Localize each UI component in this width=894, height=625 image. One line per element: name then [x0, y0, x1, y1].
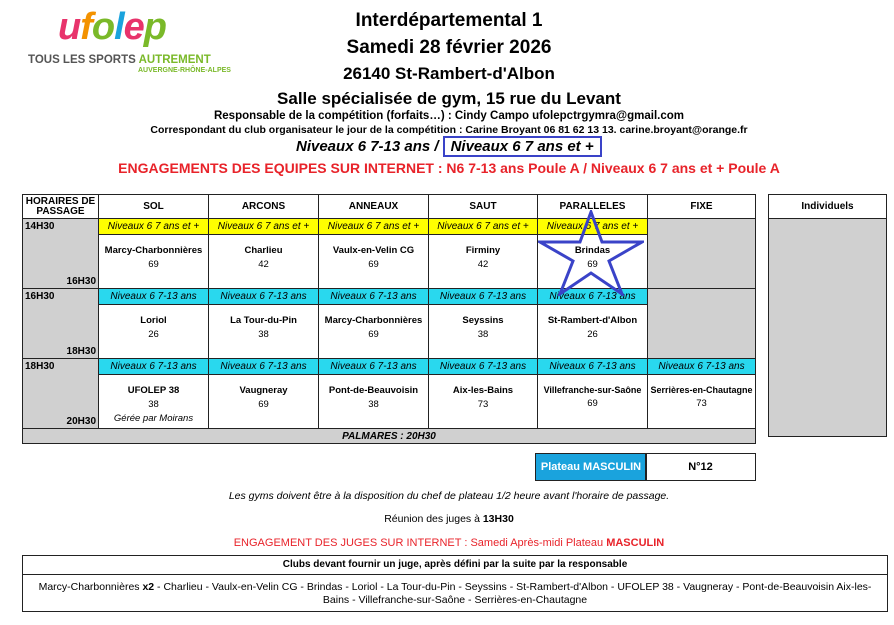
- level-label: Niveaux 6 7-13 ans: [99, 289, 209, 305]
- club-cell: Seyssins 38: [429, 305, 538, 359]
- level-label: Niveaux 6 7 ans et +: [429, 219, 538, 235]
- club-cell: Vaulx-en-Velin CG 69: [319, 235, 429, 289]
- event-city: 26140 St-Rambert-d'Albon: [343, 64, 555, 83]
- club-cell: Pont-de-Beauvoisin 38: [319, 375, 429, 429]
- clubs-judges-list: Marcy-Charbonnières x2 - Charlieu - Vaulx-en-Velin CG - Brindas - Loriol - La Tour-du-Pin - Seyssins - St-Rambert-d'Albon - UFOLEP 38 - Vaugneray - Pont-de-Beauvoisin Aix-les-Bains - Villefranche-sur-Saône - Serrières-en-Chautagne: [38, 581, 872, 606]
- clubs-judges-title: Clubs devant fournir un juge, après défini par la suite par la responsable: [23, 556, 887, 575]
- correspondant-line: Correspondant du club organisateur le jour de la compétition : Carine Broyant 06 81 62 13 13. carine.broyant@orange.fr: [150, 124, 748, 136]
- gyms-note: Les gyms doivent être à la disposition du chef de plateau 1/2 heure avant l'horaire de passage.: [228, 490, 670, 502]
- event-date: Samedi 28 février 2026: [346, 37, 552, 58]
- level-label: Niveaux 6 7-13 ans: [319, 359, 429, 375]
- club-cell: Firminy 42: [429, 235, 538, 289]
- star-icon: [538, 210, 644, 296]
- col-sol: SOL: [99, 195, 209, 219]
- club-cell: Charlieu 42: [209, 235, 319, 289]
- level-label: Niveaux 6 7-13 ans: [429, 359, 538, 375]
- club-cell: Marcy-Charbonnières 69: [319, 305, 429, 359]
- level-label: Niveaux 6 7-13 ans: [648, 359, 756, 375]
- empty-cell: [648, 289, 756, 359]
- level-label: Niveaux 6 7 ans et +: [99, 219, 209, 235]
- event-venue: Salle spécialisée de gym, 15 rue du Levant: [277, 89, 621, 108]
- club-cell: Brindas 69: [538, 235, 648, 289]
- schedule-table: [22, 194, 756, 444]
- club-cell: Villefranche-sur-Saône 69: [538, 375, 648, 429]
- club-cell: Aix-les-Bains 73: [429, 375, 538, 429]
- engagement-line: ENGAGEMENTS DES EQUIPES SUR INTERNET : N6 7-13 ans Poule A / Niveaux 6 7 ans et + Poule A: [118, 160, 780, 176]
- level-label: Niveaux 6 7-13 ans: [538, 289, 648, 305]
- club-cell: Vaugneray 69: [209, 375, 319, 429]
- palmares-row: PALMARES : 20H30: [23, 429, 756, 444]
- club-cell: Loriol 26: [99, 305, 209, 359]
- level-label: Niveaux 6 7-13 ans: [209, 359, 319, 375]
- empty-cell: [648, 219, 756, 289]
- clubs-judges-box: [22, 555, 888, 612]
- level-label: Niveaux 6 7-13 ans: [429, 289, 538, 305]
- plateau-number: N°12: [645, 453, 756, 481]
- levels-line: Niveaux 6 7-13 ans / Niveaux 6 7 ans et +: [296, 138, 602, 155]
- club-cell: Serrières-en-Chautagne 73: [648, 375, 756, 429]
- time-slot-3: 18H30 20H30: [23, 359, 99, 429]
- time-slot-1: 14H30 16H30: [23, 219, 99, 289]
- individuels-column: [768, 194, 887, 437]
- col-paralleles: PARALLELES: [538, 195, 648, 219]
- level-label: Niveaux 6 7 ans et +: [538, 219, 648, 235]
- level-label: Niveaux 6 7 ans et +: [319, 219, 429, 235]
- level-label: Niveaux 6 7-13 ans: [209, 289, 319, 305]
- judges-note: ENGAGEMENT DES JUGES SUR INTERNET : Samedi Après-midi Plateau MASCULIN: [233, 537, 665, 549]
- ufolep-logo: ufolep: [58, 6, 167, 48]
- time-slot-2: 16H30 18H30: [23, 289, 99, 359]
- level-label: Niveaux 6 7 ans et +: [209, 219, 319, 235]
- club-cell: Marcy-Charbonnières 69: [99, 235, 209, 289]
- level-label: Niveaux 6 7-13 ans: [538, 359, 648, 375]
- plateau-label: Plateau MASCULIN: [535, 453, 647, 481]
- level-label: Niveaux 6 7-13 ans: [99, 359, 209, 375]
- club-cell: UFOLEP 38 38 Gérée par Moirans: [99, 375, 209, 429]
- club-cell: La Tour-du-Pin 38: [209, 305, 319, 359]
- col-fixe: FIXE: [648, 195, 756, 219]
- reunion-note: Réunion des juges à 13H30: [384, 513, 514, 525]
- col-saut: SAUT: [429, 195, 538, 219]
- level-label: Niveaux 6 7-13 ans: [319, 289, 429, 305]
- individuels-header: Individuels: [769, 195, 886, 219]
- col-anneaux: ANNEAUX: [319, 195, 429, 219]
- logo-region: AUVERGNE-RHÔNE-ALPES: [138, 67, 231, 74]
- page-title: Interdépartemental 1: [355, 10, 543, 31]
- corner-header: HORAIRES DE PASSAGE: [23, 195, 99, 219]
- col-arcons: ARCONS: [209, 195, 319, 219]
- logo-tagline: TOUS LES SPORTS AUTREMENT: [28, 54, 211, 66]
- responsable-line: Responsable de la compétition (forfaits…) : Cindy Campo ufolepctrgymra@gmail.com: [213, 110, 684, 122]
- club-cell: St-Rambert-d'Albon 26: [538, 305, 648, 359]
- levels-highlight: Niveaux 6 7 ans et +: [443, 136, 602, 157]
